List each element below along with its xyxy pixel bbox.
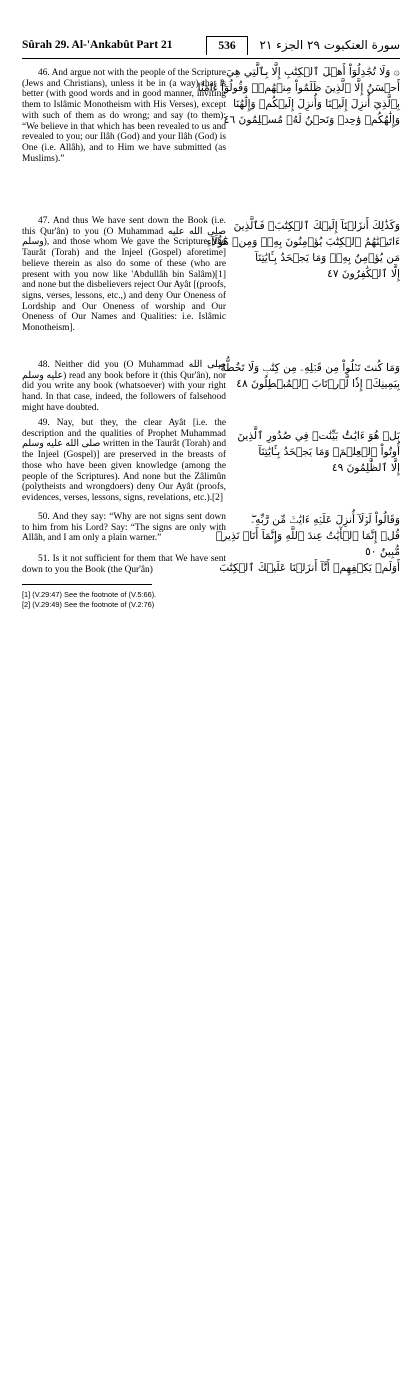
verse-47-arabic: وَكَذَٰلِكَ أَنزَلۡنَآ إِلَيۡكَ ٱلۡكِتَٰبَۚ فَٱلَّذِينَ ءَاتَيۡنَٰهُمُ ٱلۡكِتَٰبَ يُؤۡمِنُونَ بِهِۦۖ وَمِنۡ هَٰٓؤُلَآءِ مَن يُؤۡمِنُ بِهِۦۚ وَمَا يَجۡحَدُ بِـَٔايَٰتِنَآ إِلَّا ٱلۡكَٰفِرُونَ ٤٧ bbox=[206, 220, 400, 280]
verse-46-translation: 46. And argue not with the people of the Scripture (Jews and Christians), unless it be in (a way) that is better (with good words and in good manner, inviting them to Islâmic Monotheism with His Verses), except with such of them as do wrong; and say (to them): “We believe in that which has been revealed to us and revealed to you; our Ilâh (God) and your Ilâh (God) is One (i.e. Allâh), and to Him we have submitted (as Muslims).” bbox=[22, 68, 226, 164]
verse-48-translation: 48. Neither did you (O Muhammad صلى الله عليه وسلم) read any book before it (this Qur'ân), nor did you write any book (whatsoever) with your right hand. In that case, indeed, the followers of falsehood might have doubted. bbox=[22, 360, 227, 413]
verse-48-arabic: وَمَا كُنتَ تَتۡلُواْ مِن قَبۡلِهِۦ مِن كِتَٰبٖ وَلَا تَخُطُّهُۥ بِيَمِينِكَۖ إِذٗا لَّٱرۡتَابَ ٱلۡمُبۡطِلُونَ ٤٨ bbox=[217, 362, 400, 390]
page-header bbox=[22, 36, 400, 59]
quran-page bbox=[22, 36, 400, 609]
surah-part-title: Sûrah 29. Al-'Ankabût Part 21 bbox=[22, 39, 173, 51]
footnote-1: [1] (V.29:47) See the footnote of (V.5:66). bbox=[22, 590, 157, 599]
verse-47-translation: 47. And thus We have sent down the Book (i.e. this Qur'ân) to you (O Muhammad صلى الله عليه وسلم), and those whom We gave the Scripture [the Taurât (Torah) and the Injeel (Gospel) aforetime] believe therein as also do some of these (who are present with you now like 'Abdullâh bin Salâm)[1] and none but the disbelievers reject Our Ayât [(proofs, signs, verses, lessons, etc.,) and deny Our Oneness of Lordship and Our Oneness of worship and Our Oneness of Our Names and Qualities: i.e. Islâmic Monotheism]. bbox=[22, 216, 226, 334]
verse-49-translation: 49. Nay, but they, the clear Ayât [i.e. the description and the qualities of Prophet Muhammad صلى الله عليه وسلم written in the Taurât (Torah) and the Injeel (Gospel)] are preserved in the breasts of those who have been given knowledge (among the people of the Scriptures). And none but the Zâlimûn (polytheists and wrongdoers) deny Our Ayât (proofs, evidences, verses, lessons, signs, revelations, etc.).[2] bbox=[22, 418, 227, 503]
verse-49-arabic: بَلۡ هُوَ ءَايَٰتُۢ بَيِّنَٰتٞ فِي صُدُورِ ٱلَّذِينَ أُوتُواْ ٱلۡعِلۡمَۚ وَمَا يَجۡحَدُ بِـَٔايَٰتِنَآ إِلَّا ٱلظَّٰلِمُونَ ٤٩ bbox=[237, 430, 400, 474]
verse-51-translation: 51. Is it not sufficient for them that We have sent down to you the Book (the Qur'ân) bbox=[22, 554, 226, 575]
verse-50-translation: 50. And they say: “Why are not signs sent down to him from his Lord? Say: “The signs are only with Allâh, and I am only a plain warner.” bbox=[22, 512, 226, 544]
verse-51-arabic: أَوَلَمۡ يَكۡفِهِمۡ أَنَّآ أَنزَلۡنَا عَلَيۡكَ ٱلۡكِتَٰبَ bbox=[219, 562, 400, 574]
arabic-header-title: سورة العنكبوت ٢٩ الجزء ٢١ bbox=[259, 38, 400, 52]
verse-50-arabic: وَقَالُواْ لَوۡلَآ أُنزِلَ عَلَيۡهِ ءَايَٰتٞ مِّن رَّبِّهِۦۖ قُلۡ إِنَّمَا ٱلۡأٓيَٰتُ عِندَ ٱللَّهِ وَإِنَّمَآ أَنَا۠ نَذِيرٞ مُّبِينٌ ٥٠ bbox=[215, 514, 400, 558]
footnote-2: [2] (V.29:49) See the footnote of (V.2:76) bbox=[22, 600, 155, 609]
verse-46-arabic: ۞ وَلَا تُجَٰدِلُوٓاْ أَهۡلَ ٱلۡكِتَٰبِ إِلَّا بِٱلَّتِي هِيَ أَحۡسَنُ إِلَّا ٱلَّذِينَ ظَلَمُواْ مِنۡهُمۡۖ وَقُولُوٓاْ ءَامَنَّا بِٱلَّذِيٓ أُنزِلَ إِلَيۡنَا وَأُنزِلَ إِلَيۡكُمۡ وَإِلَٰهُنَا وَإِلَٰهُكُمۡ وَٰحِدٞ وَنَحۡنُ لَهُۥ مُسۡلِمُونَ ٤٦ bbox=[197, 66, 400, 126]
footnote-divider bbox=[22, 584, 152, 585]
page-number: 536 bbox=[206, 36, 248, 55]
